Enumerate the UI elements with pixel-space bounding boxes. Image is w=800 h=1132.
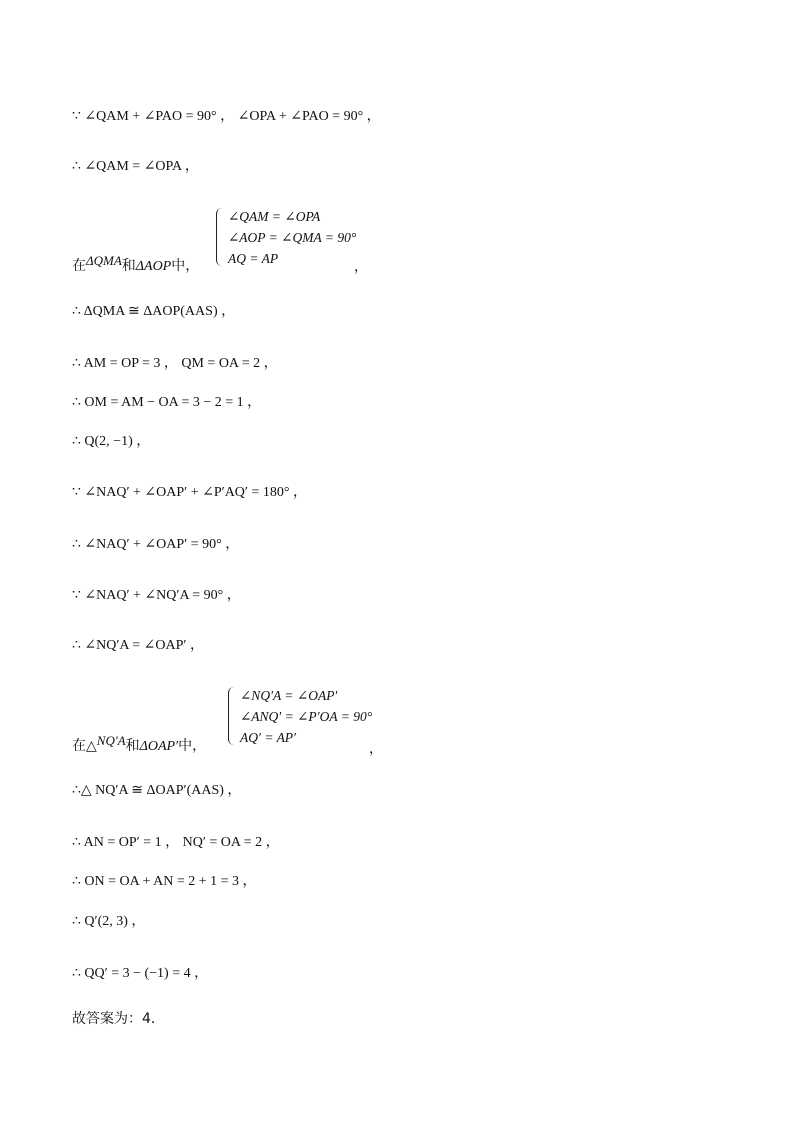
system-1-prefix: 在 [72,258,86,274]
proof-line-17: ∴ QQ′ = 3 − (−1) = 4 ， [72,966,209,981]
proof-line-1: ∵ ∠QAM + ∠PAO = 90° ， ∠OPA + ∠PAO = 90° ， [72,109,381,124]
system-2-row-1: ∠NQ′A = ∠OAP′ [240,688,338,703]
system-2-row-2: ∠ANQ′ = ∠P′OA = 90° [240,709,373,724]
proof-line-14: ∴ AN = OP′ = 1 ， NQ′ = OA = 2 ， [72,835,280,850]
proof-line-8: ∵ ∠NAQ′ + ∠OAP′ + ∠P′AQ′ = 180° ， [72,485,307,500]
system-1-end: ， [354,260,368,275]
system-1-triangle-1: ΔQMA [86,253,122,268]
system-2-suffix: 中， [178,738,207,754]
system-1-mid: 和 [121,258,136,274]
system-2-end: ， [369,742,383,757]
system-2-triangle-1: NQ′A [96,733,126,748]
final-answer: 故答案为：4． [72,1011,165,1027]
proof-line-7: ∴ Q(2, −1) ， [72,434,151,449]
system-2-triangle-2: ΔOAP′ [139,739,179,754]
proof-line-6: ∴ OM = AM − OA = 3 − 2 = 1 ， [72,395,262,410]
system-2-mid: 和 [125,738,140,754]
system-1-row-2: ∠AOP = ∠QMA = 90° [228,230,357,245]
proof-line-2: ∴ ∠QAM = ∠OPA ， [72,159,199,174]
system-2-prefix: 在△ [72,738,97,754]
proof-line-11: ∴ ∠NQ′A = ∠OAP′ ， [72,638,204,653]
system-1-row-3: AQ = AP [228,251,279,266]
proof-line-4: ∴ ΔQMA ≅ ΔAOP(AAS) ， [72,304,236,319]
proof-line-13: ∴△ NQ′A ≅ ΔOAP′(AAS) ， [72,783,242,798]
proof-line-10: ∵ ∠NAQ′ + ∠NQ′A = 90° ， [72,588,241,603]
system-1-intro [72,253,200,276]
system-2-brace [228,687,237,745]
proof-line-15: ∴ ON = OA + AN = 2 + 1 = 3 ， [72,874,257,889]
system-1-triangle-2: ΔAOP [135,259,172,274]
system-2-intro [72,733,207,756]
proof-line-16: ∴ Q′(2, 3) ， [72,914,146,929]
system-1-brace [216,208,225,266]
system-1-row-1: ∠QAM = ∠OPA [228,209,321,224]
system-1-suffix: 中， [171,258,200,274]
proof-line-5: ∴ AM = OP = 3 ， QM = OA = 2 ， [72,356,278,371]
system-2-row-3: AQ′ = AP′ [240,730,297,745]
proof-line-9: ∴ ∠NAQ′ + ∠OAP′ = 90° ， [72,537,240,552]
